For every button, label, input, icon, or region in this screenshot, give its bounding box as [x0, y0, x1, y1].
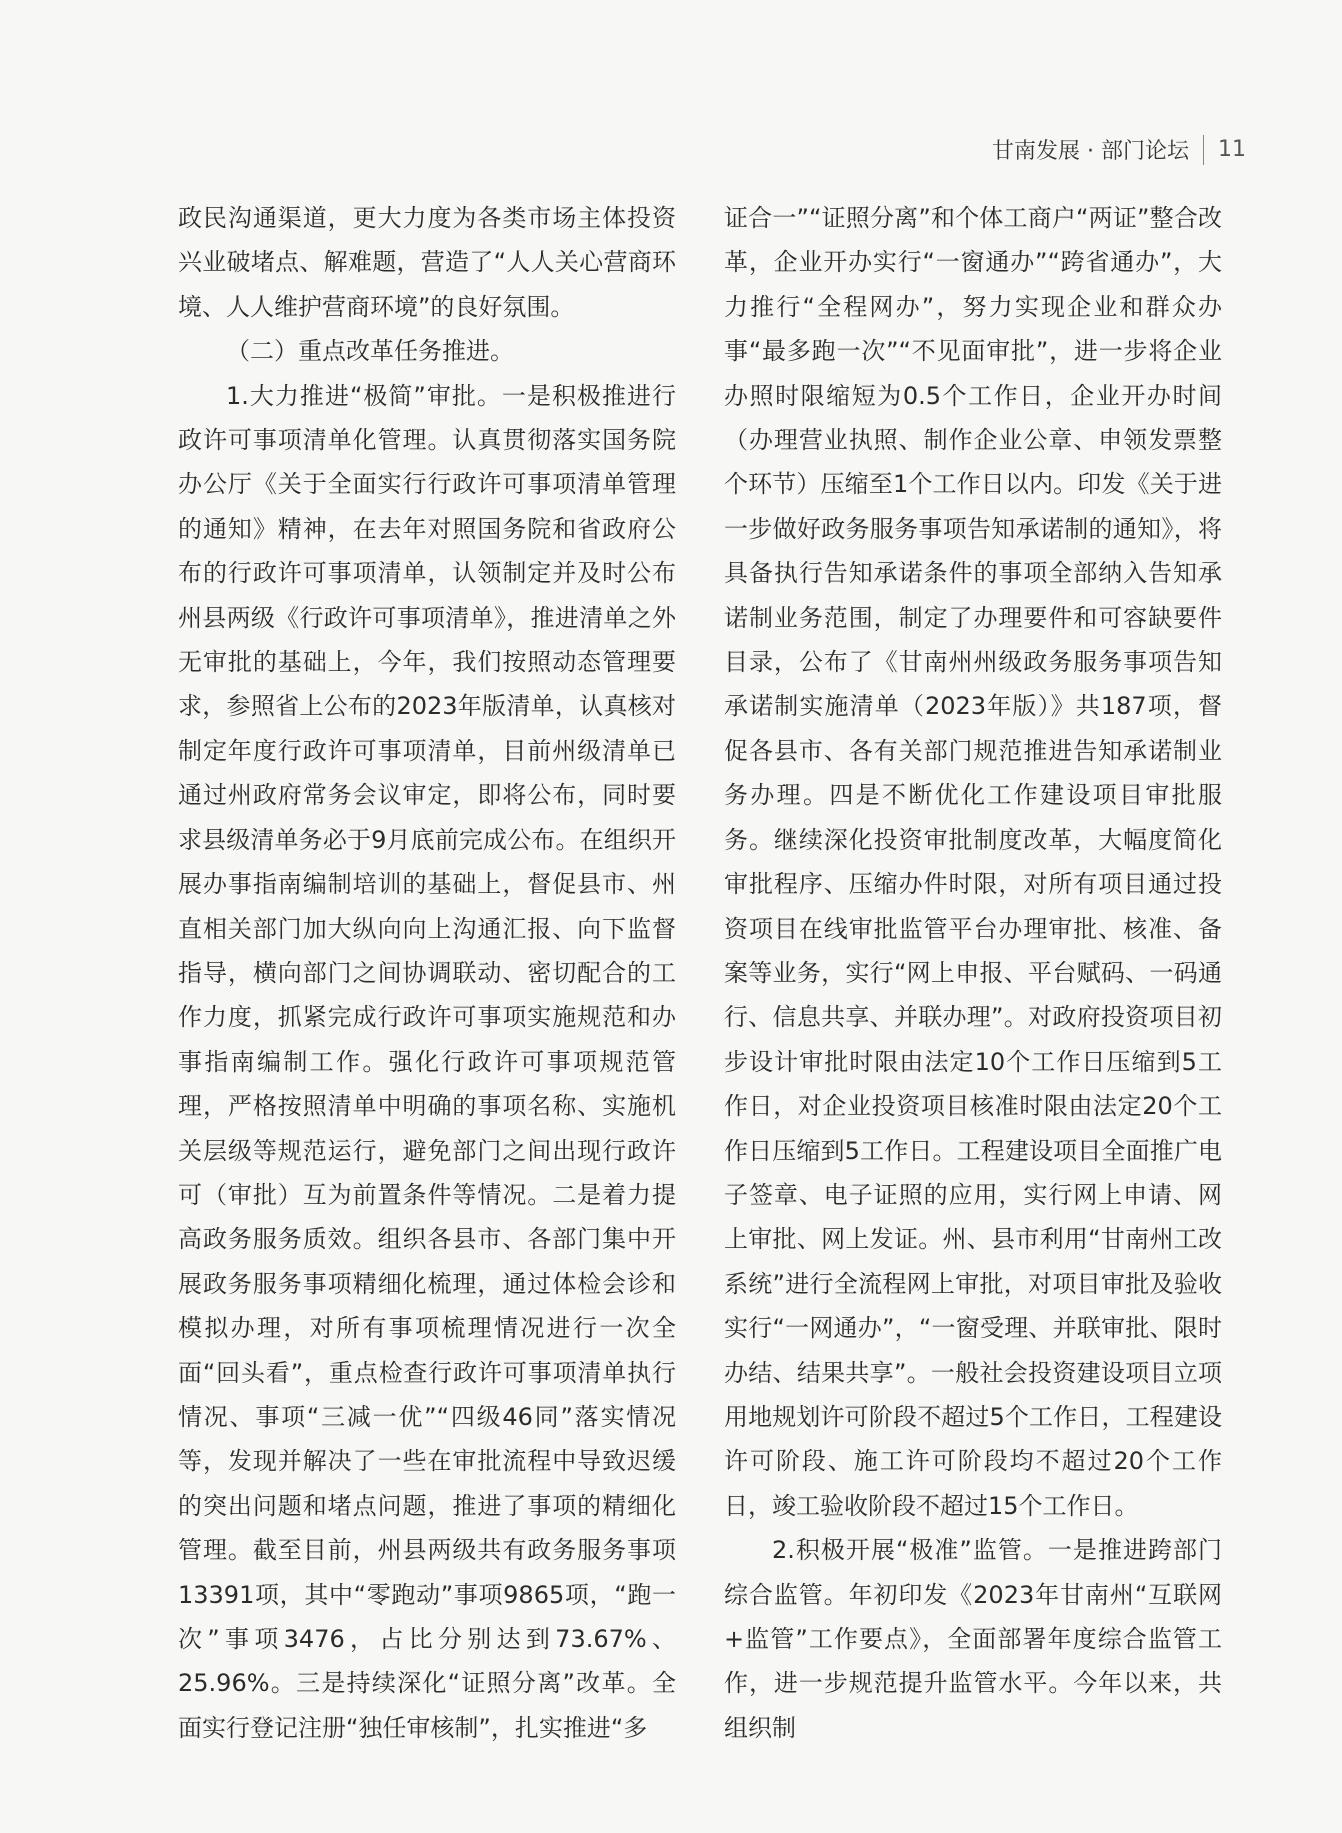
section-title: 甘南发展 · 部门论坛 — [992, 139, 1189, 164]
paragraph: 1.大力推进“极简”审批。一是积极推进行政许可事项清单化管理。认真贯彻落实国务院办公厅《关于全面实行行政许可事项清单管理的通知》精神，在去年对照国务院和省政府公布的行政许可事项清单，认领制定并及时公布州县两级《行政许可事项清单》，推进清单之外无审批的基础上，今年，我们按照动态管理要求，参照省上公布的2023年版清单，认真核对制定年度行政许可事项清单，目前州级清单已通过州政府常务会议审定，即将公布，同时要求县级清单务必于9月底前完成公布。在组织开展办事指南编制培训的基础上，督促县市、州直相关部门加大纵向向上沟通汇报、向下监督指导，横向部门之间协调联动、密切配合的工作力度，抓紧完成行政许可事项实施规范和办事指南编制工作。强化行政许可事项规范管理，严格按照清单中明确的事项名称、实施机关层级等规范运行，避免部门之间出现行政许可（审批）互为前置条件等情况。二是着力提高政务服务质效。组织各县市、各部门集中开展政务服务事项精细化梳理，通过体检会诊和模拟办理，对所有事项梳理情况进行一次全面“回头看”，重点检查行政许可事项清单执行情况、事项“三减一优”“四级46同”落实情况等，发现并解决了一些在审批流程中导致迟缓的突出问题和堵点问题，推进了事项的精细化管理。截至目前，州县两级共有政务服务事项13391项，其中“零跑动”事项9865项，“跑一次”事项3476，占比分别达到73.67%、25.96%。三是持续深化“证照分离”改革。全面实行登记注册“独任审核制”，扎实推进“多 — [178, 381, 676, 1742]
paragraph: 2.积极开展“极准”监管。一是推进跨部门综合监管。年初印发《2023年甘南州“互联网+监管”工作要点》，全面部署年度综合监管工作，进一步规范提升监管水平。今年以来，共组织制 — [724, 1536, 1222, 1742]
section-heading: （二）重点改革任务推进。 — [226, 337, 514, 366]
left-column — [178, 196, 676, 1750]
paragraph-continued: 政民沟通渠道，更大力度为各类市场主体投资兴业破堵点、解难题，营造了“人人关心营商环境、人人维护营商环境”的良好氛围。 — [178, 204, 676, 321]
header-divider — [1203, 135, 1204, 165]
page-header — [992, 134, 1246, 165]
page-number: 11 — [1218, 137, 1246, 162]
paragraph-continued: 证合一”“证照分离”和个体工商户“两证”整合改革，企业开办实行“一窗通办”“跨省通办”，大力推行“全程网办”，努力实现企业和群众办事“最多跑一次”“不见面审批”，进一步将企业办照时限缩短为0.5个工作日，企业开办时间（办理营业执照、制作企业公章、申领发票整个环节）压缩至1个工作日以内。印发《关于进一步做好政务服务事项告知承诺制的通知》，将具备执行告知承诺条件的事项全部纳入告知承诺制业务范围，制定了办理要件和可容缺要件目录，公布了《甘南州州级政务服务事项告知承诺制实施清单（2023年版）》共187项，督促各县市、各有关部门规范推进告知承诺制业务办理。四是不断优化工作建设项目审批服务。继续深化投资审批制度改革，大幅度简化审批程序、压缩办件时限，对所有项目通过投资项目在线审批监管平台办理审批、核准、备案等业务，实行“网上申报、平台赋码、一码通行、信息共享、并联办理”。对政府投资项目初步设计审批时限由法定10个工作日压缩到5工作日，对企业投资项目核准时限由法定20个工作日压缩到5工作日。工程建设项目全面推广电子签章、电子证照的应用，实行网上申请、网上审批、网上发证。州、县市利用“甘南州工改系统”进行全流程网上审批，对项目审批及验收实行“一网通办”，“一窗受理、并联审批、限时办结、结果共享”。一般社会投资建设项目立项用地规划许可阶段不超过5个工作日，工程建设许可阶段、施工许可阶段均不超过20个工作日，竣工验收阶段不超过15个工作日。 — [724, 204, 1222, 1520]
right-column — [724, 196, 1222, 1750]
